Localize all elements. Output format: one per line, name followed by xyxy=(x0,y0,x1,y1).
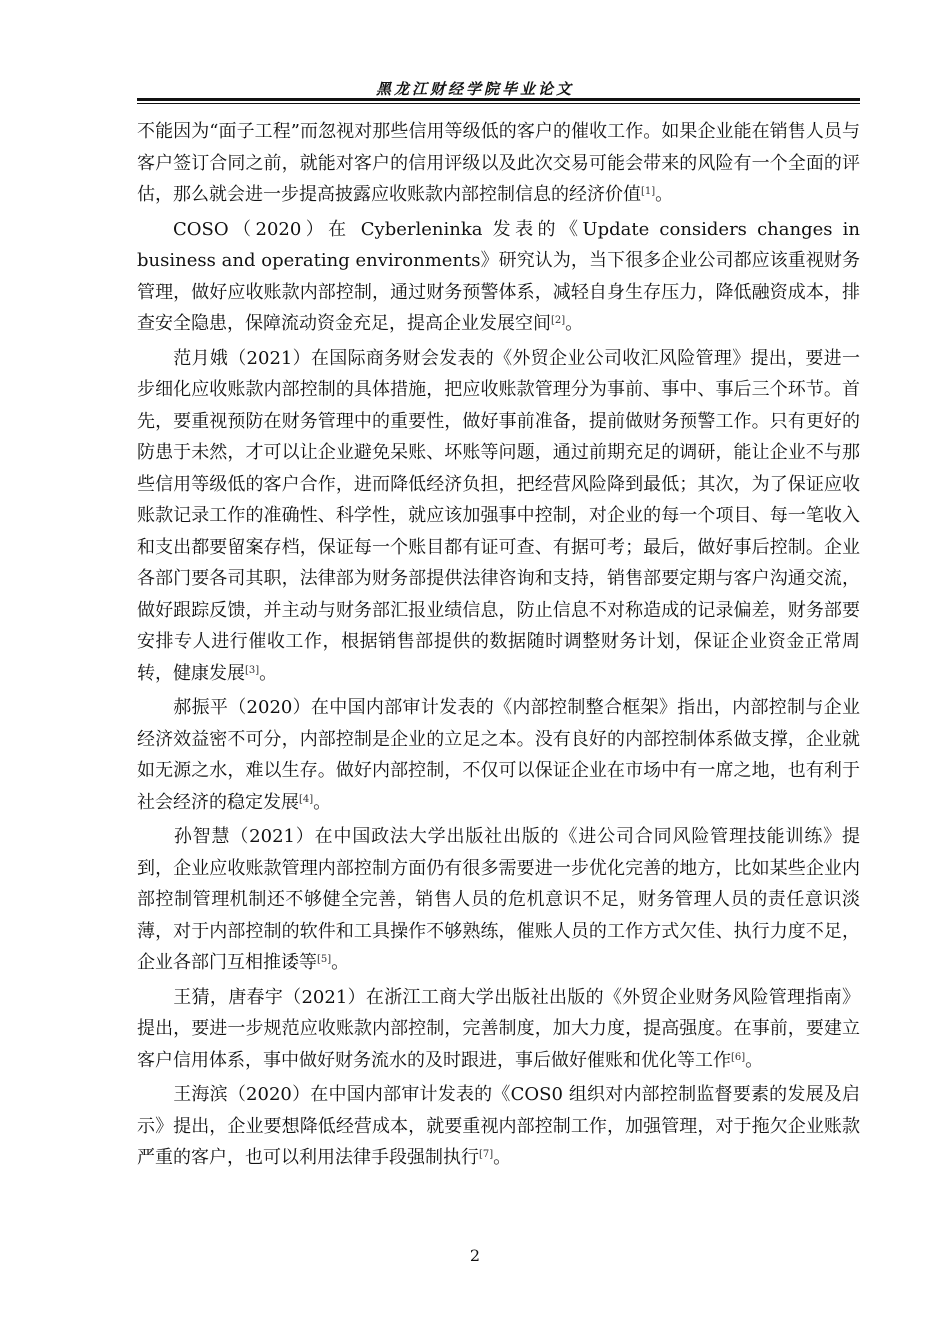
header-rule-thick xyxy=(137,98,860,101)
paragraph-4: 郝振平（2020）在中国内部审计发表的《内部控制整合框架》指出，内部控制与企业经济效益密不可分，内部控制是企业的立足之本。没有良好的内部控制体系做支撑，企业就如无源之水，难以生存。做好内部控制，不仅可以保证企业在市场中有一席之地，也有利于社会经济的稳定发展[4]。 xyxy=(137,697,860,813)
paragraph-3: 范月娥（2021）在国际商务财会发表的《外贸企业公司收汇风险管理》提出，要进一步细化应收账款内部控制的具体措施，把应收账款管理分为事前、事中、事后三个环节。首先，要重视预防在财务管理中的重要性，做好事前准备，提前做财务预警工作。只有更好的防患于未然，才可以让企业避免呆账、坏账等问题，通过前期充足的调研，能让企业不与那些信用等级低的客户合作，进而降低经济负担，把经营风险降到最低；其次，为了保证应收账款记录工作的准确性、科学性，就应该加强事中控制，对企业的每一个项目、每一笔收入和支出都要留案存档，保证每一个账目都有证可查、有据可考；最后，做好事后控制。企业各部门要各司其职，法律部为财务部提供法律咨询和支持，销售部要定期与客户沟通交流，做好跟踪反馈，并主动与财务部汇报业绩信息，防止信息不对称造成的记录偏差，财务部要安排专人进行催收工作，根据销售部提供的数据随时调整财务计划，保证企业资金正常周转，健康发展[3]。 xyxy=(137,347,860,684)
header-rule-thin xyxy=(137,103,860,104)
citation: [2] xyxy=(551,315,566,326)
paragraph-1: 不能因为“面子工程”而忽视对那些信用等级低的客户的催收工作。如果企业能在销售人员与客户签订合同之前，就能对客户的信用评级以及此次交易可能会带来的风险有一个全面的评估，那么就会进一步提高披露应收账款内部控制信息的经济价值[1]。 xyxy=(137,121,860,205)
citation: [1] xyxy=(641,186,656,197)
citation: [5] xyxy=(317,954,332,965)
citation: [7] xyxy=(479,1149,494,1160)
citation: [6] xyxy=(731,1051,746,1063)
citation: [4] xyxy=(299,793,314,805)
body-text xyxy=(137,116,860,1177)
citation: [3] xyxy=(245,664,260,676)
paragraph-7: 王海滨（2020）在中国内部审计发表的《COS0 组织对内部控制监督要素的发展及启示》提出，企业要想降低经营成本，就要重视内部控制工作，加强管理，对于拖欠企业账款严重的客户，也可以利用法律手段强制执行[7]。 xyxy=(137,1084,860,1168)
page-number: 2 xyxy=(469,1246,481,1265)
page-header-title: 黑龙江财经学院毕业论文 xyxy=(375,80,574,98)
paragraph-5: 孙智慧（2021）在中国政法大学出版社出版的《进公司合同风险管理技能训练》提到，企业应收账款管理内部控制方面仍有很多需要进一步优化完善的地方，比如某些企业内部控制管理机制还不够健全完善，销售人员的危机意识不足，财务管理人员的责任意识淡薄，对于内部控制的软件和工具操作不够熟练，催账人员的工作方式欠佳、执行力度不足，企业各部门互相推诿等[5]。 xyxy=(137,826,860,973)
paragraph-6: 王猜，唐春宇（2021）在浙江工商大学出版社出版的《外贸企业财务风险管理指南》提出，要进一步规范应收账款内部控制，完善制度，加大力度，提高强度。在事前，要建立客户信用体系，事中做好财务流水的及时跟进，事后做好催账和优化等工作[6]。 xyxy=(137,986,860,1071)
paragraph-2: COSO（2020）在 Cyberleninka 发表的《Update considers changes in business and operating environments》研究认为，当下很多企业公司都应该重视财务管理，做好应收账款内部控制，通过财务预警体系，减轻自身生存压力，降低融资成本，排查安全隐患，保障流动资金充足，提高企业发展空间[2]。 xyxy=(137,218,860,334)
